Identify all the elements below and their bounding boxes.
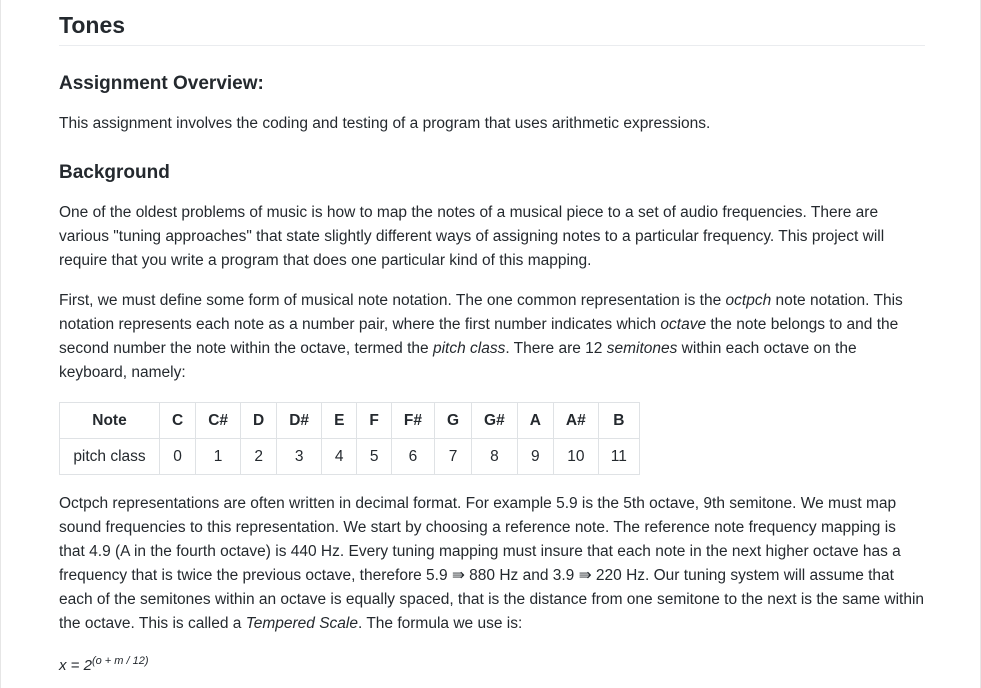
page-title: Tones <box>59 0 925 46</box>
text-segment: . The formula we use is: <box>358 615 523 632</box>
note-cell: C <box>160 403 196 439</box>
note-cell: A <box>517 403 553 439</box>
note-cell: G# <box>472 403 518 439</box>
note-cell: E <box>322 403 357 439</box>
pitch-class-cell: 9 <box>517 439 553 475</box>
article-content <box>59 0 925 674</box>
text-segment: Octpch representations are often written in decimal format. For example 5.9 is the 5th octave, 9th semitone. We must map sound frequencies to this representation. We start by choosing a reference note. The reference note frequency mapping is that 4.9 (A in the fourth octave) is 440 Hz. Every tuning mapping must insure that each note in the next higher octave has a frequency that is twice the previous octave, therefore 5.9 ⇛ 880 Hz and 3.9 ⇛ 220 Hz. Our tuning system will assume that each of the semitones within an octave is equally spaced, that is the distance from one semitone to the next is the same within the octave. This is called a <box>59 495 925 632</box>
overview-paragraph: This assignment involves the coding and testing of a program that uses arithmetic expressions. <box>59 115 711 132</box>
note-cell: D <box>241 403 277 439</box>
formula-base: x = 2 <box>59 657 92 674</box>
pitch-class-cell: 2 <box>241 439 277 475</box>
pitch-class-cell: 5 <box>357 439 391 475</box>
background-paragraph-3 <box>59 492 925 636</box>
pitch-class-cell: 10 <box>553 439 598 475</box>
pitch-class-cell: 7 <box>434 439 471 475</box>
notes-table <box>59 402 640 475</box>
table-header-row <box>60 403 640 439</box>
background-heading: Background <box>59 162 170 183</box>
formula-exponent: (o + m / 12) <box>91 655 149 667</box>
term-semitones: semitones <box>606 340 678 357</box>
pitch-class-cell: 8 <box>472 439 518 475</box>
text-segment: . There are 12 <box>505 340 607 357</box>
pitch-class-cell: 3 <box>277 439 322 475</box>
term-pitch-class: pitch class <box>432 340 506 357</box>
note-cell: A# <box>553 403 598 439</box>
pitch-class-cell: 1 <box>196 439 241 475</box>
pitch-class-cell: 4 <box>322 439 357 475</box>
note-cell: D# <box>277 403 322 439</box>
row-label-cell: pitch class <box>60 439 160 475</box>
note-cell: F <box>357 403 391 439</box>
note-cell: G <box>434 403 471 439</box>
term-octave: octave <box>660 316 707 333</box>
text-segment: within each octave on the keyboard, namely: <box>59 340 857 381</box>
background-paragraph-2 <box>59 289 925 385</box>
pitch-class-cell: 0 <box>160 439 196 475</box>
term-tempered-scale: Tempered Scale <box>245 615 358 632</box>
frequency-formula <box>59 652 148 675</box>
pitch-class-cell: 11 <box>598 439 639 475</box>
note-cell: F# <box>391 403 434 439</box>
text-segment: note notation. This notation represents each note as a number pair, where the first number indicates which <box>59 292 903 333</box>
note-cell: C# <box>196 403 241 439</box>
table-row <box>60 439 640 475</box>
pitch-class-cell: 6 <box>391 439 434 475</box>
note-cell: B <box>598 403 639 439</box>
overview-heading: Assignment Overview: <box>59 73 264 94</box>
term-octpch: octpch <box>725 292 772 309</box>
text-segment: First, we must define some form of musical note notation. The one common representation is the <box>59 292 726 309</box>
text-segment: the note belongs to and the second number the note within the octave, termed the <box>59 316 899 357</box>
header-label-cell: Note <box>60 403 160 439</box>
background-paragraph-1: One of the oldest problems of music is how to map the notes of a musical piece to a set of audio frequencies. There are various "tuning approaches" that state slightly different ways of assigning notes to a particular frequency. This project will require that you write a program that does one particular kind of this mapping. <box>59 204 885 269</box>
